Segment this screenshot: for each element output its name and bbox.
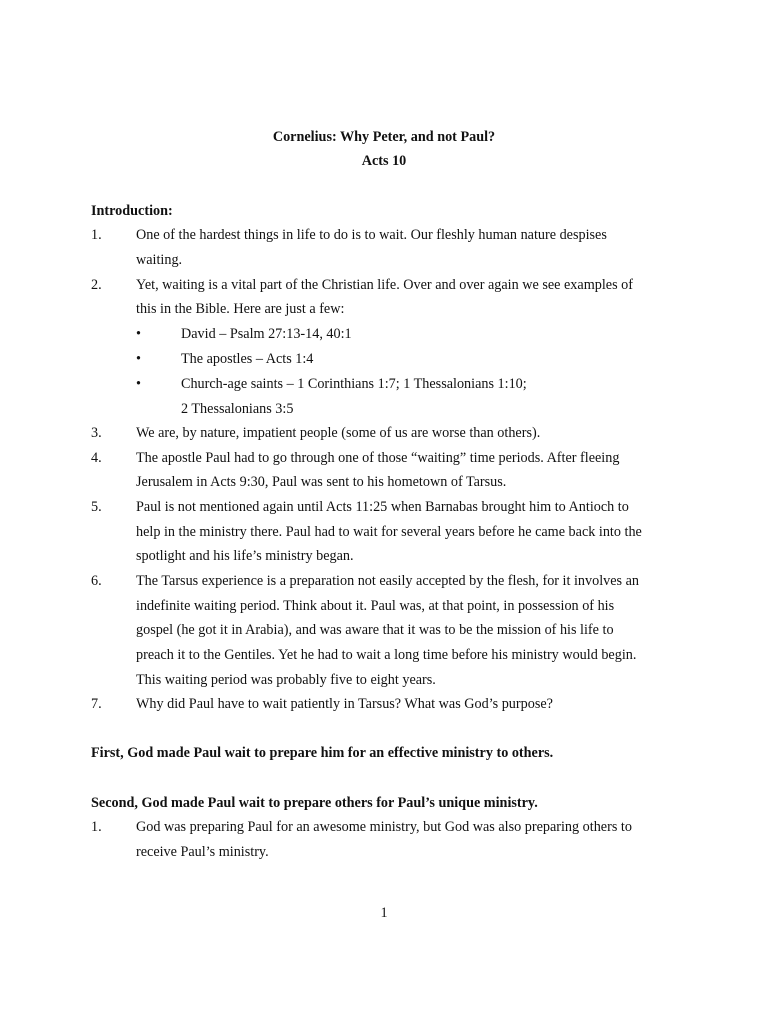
bullet-item-line: 2 Thessalonians 3:5 [181, 401, 294, 417]
document-subtitle: Acts 10 [361, 153, 407, 169]
bullet-icon: • [136, 376, 141, 392]
list-number: 1. [91, 227, 102, 243]
list-item-line: God was preparing Paul for an awesome ministry, but God was also preparing others to [136, 819, 632, 835]
introduction-heading: Introduction: [91, 203, 173, 219]
page-number: 1 [380, 905, 388, 921]
list-item-line: spotlight and his life’s ministry began. [136, 548, 354, 564]
list-number: 6. [91, 573, 102, 589]
list-item-line: preach it to the Gentiles. Yet he had to wait a long time before his ministry would begin. [136, 647, 637, 663]
bullet-icon: • [136, 351, 141, 367]
list-item-line: indefinite waiting period. Think about it. Paul was, at that point, in possession of his [136, 598, 615, 614]
list-item-line: Yet, waiting is a vital part of the Christian life. Over and over again we see examples of [136, 277, 633, 293]
list-item-line: We are, by nature, impatient people (some of us are worse than others). [136, 425, 541, 441]
list-item-line: The apostle Paul had to go through one of those “waiting” time periods. After fleeing [136, 450, 620, 466]
first-point-heading: First, God made Paul wait to prepare him for an effective ministry to others. [91, 745, 554, 761]
list-item-line: This waiting period was probably five to eight years. [136, 672, 436, 688]
list-item-line: The Tarsus experience is a preparation not easily accepted by the flesh, for it involves an [136, 573, 640, 589]
list-item-line: Why did Paul have to wait patiently in Tarsus? What was God’s purpose? [136, 696, 553, 712]
list-number: 1. [91, 819, 102, 835]
list-number: 4. [91, 450, 102, 466]
bullet-item-line: David – Psalm 27:13-14, 40:1 [181, 326, 352, 342]
list-item-line: Jerusalem in Acts 9:30, Paul was sent to his hometown of Tarsus. [136, 474, 507, 490]
list-item-line: Paul is not mentioned again until Acts 11:25 when Barnabas brought him to Antioch to [136, 499, 629, 515]
list-item-line: gospel (he got it in Arabia), and was aware that it was to be the mission of his life to [136, 622, 614, 638]
list-item-line: One of the hardest things in life to do is to wait. Our fleshly human nature despises [136, 227, 607, 243]
bullet-item-line: Church-age saints – 1 Corinthians 1:7; 1 Thessalonians 1:10; [181, 376, 527, 392]
second-point-heading: Second, God made Paul wait to prepare others for Paul’s unique ministry. [91, 795, 538, 811]
list-number: 5. [91, 499, 102, 515]
list-number: 3. [91, 425, 102, 441]
document-title: Cornelius: Why Peter, and not Paul? [272, 129, 496, 145]
list-number: 2. [91, 277, 102, 293]
list-item-line: waiting. [136, 252, 183, 268]
list-item-line: help in the ministry there. Paul had to wait for several years before he came back into the [136, 524, 642, 540]
list-item-line: this in the Bible. Here are just a few: [136, 301, 345, 317]
bullet-item-line: The apostles – Acts 1:4 [181, 351, 314, 367]
list-item-line: receive Paul’s ministry. [136, 844, 269, 860]
bullet-icon: • [136, 326, 141, 342]
list-number: 7. [91, 696, 102, 712]
